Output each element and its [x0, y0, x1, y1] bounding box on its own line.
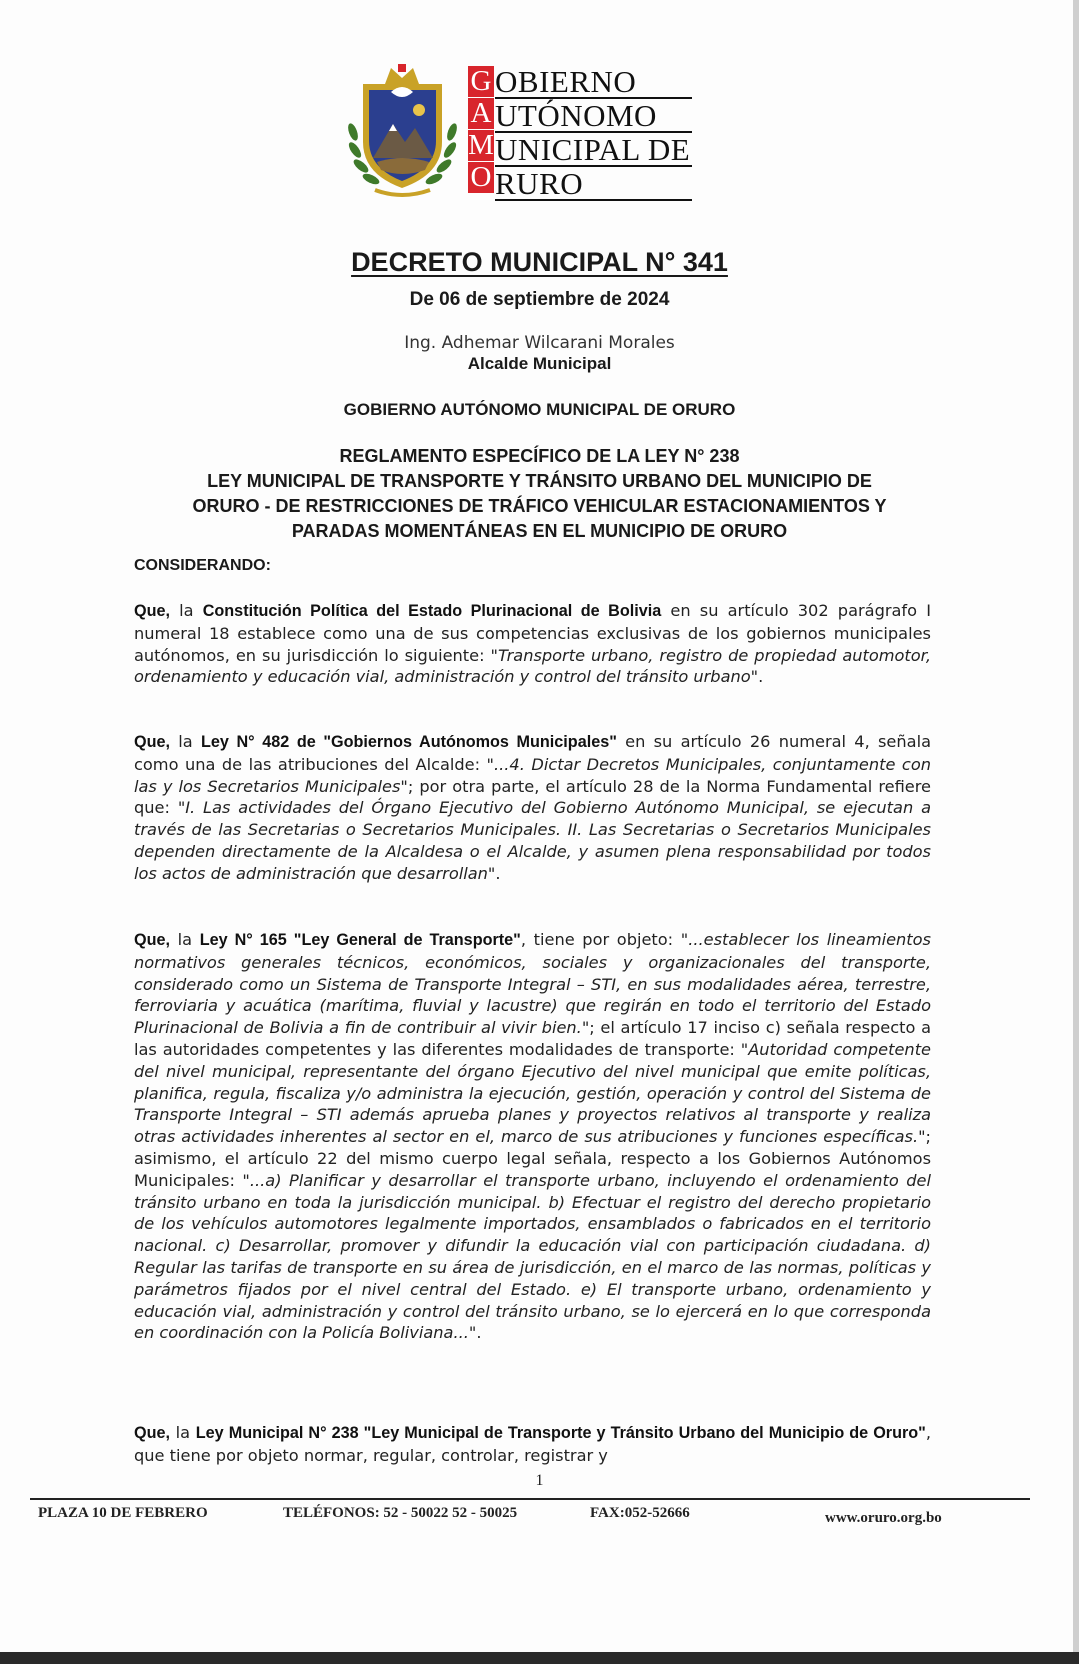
- considerando-heading: CONSIDERANDO:: [134, 557, 271, 574]
- paragraph-run: ".: [750, 667, 764, 687]
- paragraph-run: en su artículo 26 numeral 4, señala como una de las atribuciones del Alcalde: ": [134, 732, 931, 774]
- paragraph-run: Constitución Política del Estado Plurinacional de Bolivia: [202, 602, 662, 620]
- decree-title-text: DECRETO MUNICIPAL N° 341: [351, 247, 728, 277]
- paragraph-run: la: [169, 1423, 196, 1442]
- paragraph-run: Que,: [134, 1424, 170, 1442]
- decree-date: De 06 de septiembre de 2024: [409, 289, 670, 310]
- considerando-paragraph: [134, 929, 931, 1344]
- paragraph-run: Ley N° 165 "Ley General de Transporte": [199, 931, 521, 949]
- paragraph-run: ".: [468, 1323, 482, 1343]
- regulation-title-line: PARADAS MOMENTÁNEAS EN EL MUNICIPIO DE ORURO: [291, 521, 788, 541]
- wordmark-line: UNICIPAL DE: [495, 132, 691, 167]
- paragraph-run: Transporte urbano, registro de propiedad automotor, ordenamiento y educación vial, administración y control del tránsito urbano: [134, 645, 931, 687]
- footer-fax: FAX:052-52666: [590, 1505, 690, 1521]
- paragraph-run: Que,: [134, 602, 170, 620]
- coat-of-arms-icon: [345, 62, 460, 202]
- page-number: 1: [535, 1472, 544, 1489]
- paragraph-run: Autoridad competente del nivel municipal, representante del órgano Ejecutivo del nivel municipal que emite políticas, planifica, regula, fiscaliza y/o administra la ejecución, gestión, operación y control del Sistema de Transporte Integral – STI además aprueba planes y proyectos relativos al transporte y realiza otras actividades inherentes al sector en el, marco de sus atribuciones y funciones específicas.: [134, 1039, 932, 1147]
- paragraph-run: la: [169, 601, 203, 620]
- gamo-letter: M: [468, 129, 494, 161]
- paragraph-run: en su artículo 302 parágrafo I numeral 18 establece como una de sus competencias exclusivas de los gobiernos municipales autónomos, en su jurisdicción lo siguiente: ": [134, 601, 931, 665]
- paragraph-run: , tiene por objeto: ": [520, 930, 689, 949]
- gamo-logo: [345, 62, 725, 202]
- gamo-letter: O: [468, 162, 494, 193]
- paragraph-run: "; el artículo 17 inciso c) señala respecto a las autoridades competentes y las diferentes modalidades de transporte: ": [134, 1018, 931, 1059]
- paragraph-run: Ley Municipal N° 238 "Ley Municipal de Transporte y Tránsito Urbano del Municipio de Oruro": [195, 1424, 926, 1442]
- paragraph-run: ...4. Dictar Decretos Municipales, conjuntamente con las y los Secretarios Municipales: [134, 754, 931, 796]
- paragraph-run: la: [169, 930, 200, 949]
- paragraph-run: , que tiene por objeto normar, regular, controlar, registrar y: [134, 1423, 931, 1465]
- paragraph-run: ...a) Planificar y desarrollar el transporte urbano, incluyendo el ordenamiento del tránsito urbano en toda la jurisdicción municipal. b) Efectuar el registro del derecho propietario de los vehículos automotores legalmente importados, ensamblados o fabricados en el territorio nacional. c) Desarrollar, promover y difundir la educación vial con participación ciudadana. d) Regular las tarifas de transporte en su área de jurisdicción, en el marco de las normas, políticas y parámetros fijados por el nivel central del Estado. e) El transporte urbano, ordenamiento y educación vial, administración y control del tránsito urbano, se lo ejercerá en lo que corresponda en coordinación con la Policía Boliviana...: [134, 1170, 931, 1343]
- considerando-paragraph: [134, 600, 931, 688]
- gamo-letter: A: [468, 98, 494, 129]
- paragraph-run: "; por otra parte, el artículo 28 de la Norma Fundamental refiere que: ": [134, 776, 931, 818]
- signatory-name: Ing. Adhemar Wilcarani Morales: [404, 333, 675, 353]
- footer-address: PLAZA 10 DE FEBRERO: [38, 1505, 208, 1521]
- considerando-paragraph: [134, 731, 931, 885]
- paragraph-run: ".: [487, 863, 501, 883]
- wordmark-line: RURO: [495, 168, 692, 201]
- regulation-title-line: ORURO - DE RESTRICCIONES DE TRÁFICO VEHICULAR ESTACIONAMIENTOS Y: [192, 496, 887, 516]
- institution-heading: GOBIERNO AUTÓNOMO MUNICIPAL DE ORURO: [343, 400, 736, 419]
- gamo-letter: G: [468, 66, 494, 97]
- wordmark-line: OBIERNO: [495, 66, 692, 99]
- paragraph-run: la: [169, 732, 201, 751]
- gamo-acronym: [468, 66, 494, 194]
- institution-wordmark: [495, 66, 692, 202]
- wordmark-line: UTÓNOMO: [495, 100, 692, 133]
- regulation-title: [0, 444, 1079, 544]
- paragraph-run: ...establecer los lineamientos normativos generales técnicos, económicos, sociales y organizacionales del transporte, considerado como un Sistema de Transporte Integral – STI, en sus modalidades aérea, terrestre, ferroviaria y acuática (marítima, fluvial y lacustre) que regirán en todo el territorio del Estado Plurinacional de Bolivia a fin de contribuir al vivir bien.: [134, 930, 931, 1038]
- paragraph-run: Que,: [134, 931, 170, 949]
- considerando-paragraph: [134, 1422, 931, 1467]
- regulation-title-line: LEY MUNICIPAL DE TRANSPORTE Y TRÁNSITO URBANO DEL MUNICIPIO DE: [207, 471, 872, 491]
- paragraph-run: Que,: [134, 733, 170, 751]
- paragraph-run: Ley N° 482 de "Gobiernos Autónomos Municipales": [200, 733, 617, 751]
- signatory-role: Alcalde Municipal: [467, 354, 612, 373]
- decree-title: [0, 247, 1079, 278]
- paragraph-run: I. Las actividades del Órgano Ejecutivo del Gobierno Autónomo Municipal, se ejecutan a través de las Secretarias o Secretarios Municipales. II. Las Secretarias o Secretarios Municipales dependen directamente de la Alcaldesa o el Alcalde, y asumen plena responsabilidad por todos los actos de administración que desarrollan: [134, 798, 931, 883]
- regulation-title-line: REGLAMENTO ESPECÍFICO DE LA LEY N° 238: [339, 446, 740, 466]
- footer-website-link[interactable]: www.oruro.org.bo: [825, 1510, 942, 1526]
- scan-bottom-band: [0, 1652, 1079, 1664]
- footer-phones: TELÉFONOS: 52 - 50022 52 - 50025: [283, 1505, 518, 1521]
- footer-divider: [30, 1498, 1030, 1500]
- scan-edge: [1073, 0, 1079, 1664]
- paragraph-run: "; asimismo, el artículo 22 del mismo cuerpo legal señala, respecto a los Gobiernos Autónomos Municipales: ": [134, 1127, 931, 1190]
